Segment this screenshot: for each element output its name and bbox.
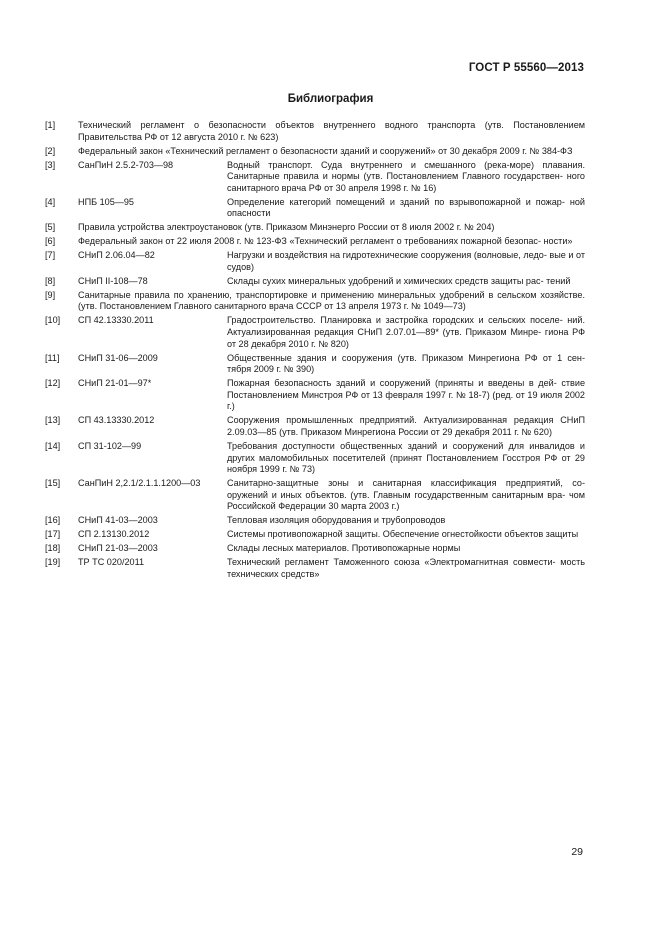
entry-code: СНиП II-108—78: [78, 275, 148, 286]
bibliography-entry: [45, 146, 585, 158]
entry-code: СанПиН 2.5.2-703—98: [78, 159, 174, 170]
entry-number: [17]: [45, 529, 61, 540]
entry-code: НПБ 105—95: [78, 196, 134, 207]
entry-description: Системы противопожарной защиты. Обеспечение огнестойкости объектов защиты: [227, 529, 579, 540]
entry-code: СНиП 31-06—2009: [78, 352, 158, 363]
entry-number: [11]: [45, 352, 60, 363]
entry-description: Нагрузки и воздействия на гидротехнические сооружения (волновые, ледо- вые и от судов): [227, 250, 585, 272]
entry-number: [12]: [45, 378, 61, 389]
entry-code: СНиП 21-01—97*: [78, 378, 152, 389]
entry-number: [13]: [45, 415, 61, 426]
entry-description: Склады сухих минеральных удобрений и химических средств защиты рас- тений: [227, 275, 571, 286]
bibliography-entry: [45, 120, 585, 143]
entry-code: СНиП 2.06.04—82: [78, 250, 155, 261]
entry-description: Требования доступности общественных зданий и сооружений для инвалидов и других маломобильных посетителей (принят Постановлением Госстроя РФ от 29 ноября 1999 г. № 73): [227, 440, 585, 475]
bibliography-entry: [45, 478, 585, 513]
entry-text: Санитарные правила по хранению, транспортировке и применению минеральных удобрений в сельском хозяйстве. (утв. Постановлением Главного санитарного врача СССР от 13 апреля 1973 г. № 1049—73): [78, 289, 585, 312]
entry-number: [6]: [45, 236, 56, 247]
entry-number: [7]: [45, 250, 56, 261]
entry-number: [16]: [45, 515, 61, 526]
bibliography-entry: [45, 529, 585, 541]
entry-code: СанПиН 2,2.1/2.1.1.1200—03: [78, 478, 201, 489]
entry-description: Определение категорий помещений и зданий по взрывопожарной и пожар- ной опасности: [227, 196, 585, 219]
entry-number: [10]: [45, 315, 61, 326]
bibliography-entry: [45, 290, 585, 313]
bibliography-entry: [45, 441, 585, 476]
entry-code: СП 43.13330.2012: [78, 415, 155, 426]
section-title: Библиография: [287, 93, 374, 105]
bibliography-entry: [45, 222, 585, 234]
entry-number: [4]: [45, 196, 56, 207]
entry-code: ТР ТС 020/2011: [78, 557, 145, 568]
entry-text: Федеральный закон «Технический регламент о безопасности зданий и сооружений» от 30 декабря 2009 г. № 384-ФЗ: [78, 145, 573, 156]
bibliography-entry: [45, 276, 585, 288]
entry-number: [15]: [45, 478, 61, 489]
entry-code: СП 31-102—99: [78, 440, 142, 451]
bibliography-entry: [45, 378, 585, 413]
entry-description: Сооружения промышленных предприятий. Актуализированная редакция СНиП 2.09.03—85 (утв. Приказом Минрегиона России от 29 декабря 2011 г. № 620): [227, 415, 585, 437]
entry-number: [14]: [45, 440, 61, 451]
bibliography-list: [45, 120, 585, 583]
document-code: ГОСТ Р 55560—2013: [468, 62, 584, 74]
entry-number: [8]: [45, 275, 56, 286]
bibliography-entry: [45, 160, 585, 195]
entry-description: Водный транспорт. Суда внутреннего и смешанного (река-море) плавания. Санитарные правила и нормы (утв. Постановлением Главного государствен- ного санитарного врача РФ от 30 апреля 1998 г. № 16): [227, 159, 585, 193]
page-number: 29: [571, 846, 583, 858]
bibliography-entry: [45, 515, 585, 527]
entry-text: Технический регламент о безопасности объектов внутреннего водного транспорта (утв. Постановлением Правительства РФ от 12 августа 2010 г. № 623): [78, 120, 585, 142]
entry-code: СНиП 41-03—2003: [78, 515, 158, 526]
entry-description: Технический регламент Таможенного союза «Электромагнитная совмести- мость технических средств»: [227, 557, 585, 579]
entry-number: [19]: [45, 557, 61, 568]
entry-code: СП 2.13130.2012: [78, 529, 150, 540]
entry-description: Склады лесных материалов. Противопожарные нормы: [227, 543, 461, 554]
bibliography-entry: [45, 250, 585, 273]
entry-number: [18]: [45, 543, 61, 554]
entry-code: СП 42.13330.2011: [78, 315, 154, 326]
entry-number: [9]: [45, 289, 56, 300]
bibliography-entry: [45, 543, 585, 555]
entry-description: Тепловая изоляция оборудования и трубопроводов: [227, 515, 446, 526]
entry-text: Правила устройства электроустановок (утв. Приказом Минэнерго России от 8 июля 2002 г. № 204): [78, 222, 495, 233]
bibliography-entry: [45, 353, 585, 376]
bibliography-entry: [45, 315, 585, 350]
entry-description: Градостроительство. Планировка и застройка городских и сельских поселе- ний. Актуализированная редакция СНиП 2.07.01—89* (утв. Приказом Минре- гиона РФ от 28 декабря 2010 г. № 820): [227, 315, 585, 349]
entry-number: [2]: [45, 145, 56, 156]
entry-description: Пожарная безопасность зданий и сооружений (приняты и введены в дей- ствие Постановлением Минстроя РФ от 13 февраля 1997 г. № 18-7) (ред. от 19 июля 2002 г.): [227, 378, 585, 412]
entry-number: [5]: [45, 222, 56, 233]
bibliography-entry: [45, 415, 585, 438]
bibliography-entry: [45, 236, 585, 248]
entry-text: Федеральный закон от 22 июля 2008 г. № 123-ФЗ «Технический регламент о требованиях пожарной безопас- ности»: [78, 236, 573, 247]
entry-description: Общественные здания и сооружения (утв. Приказом Минрегиона РФ от 1 сен- тября 2009 г. № 390): [227, 352, 585, 375]
bibliography-entry: [45, 557, 585, 580]
entry-number: [3]: [45, 159, 56, 170]
entry-number: [1]: [45, 120, 56, 130]
entry-description: Санитарно-защитные зоны и санитарная классификация предприятий, со- оружений и иных объектов. (утв. Главным государственным санитарным вра- чом Российской Федерации 30 марта 2003 г.): [227, 478, 585, 512]
bibliography-entry: [45, 197, 585, 220]
entry-code: СНиП 21-03—2003: [78, 543, 158, 554]
